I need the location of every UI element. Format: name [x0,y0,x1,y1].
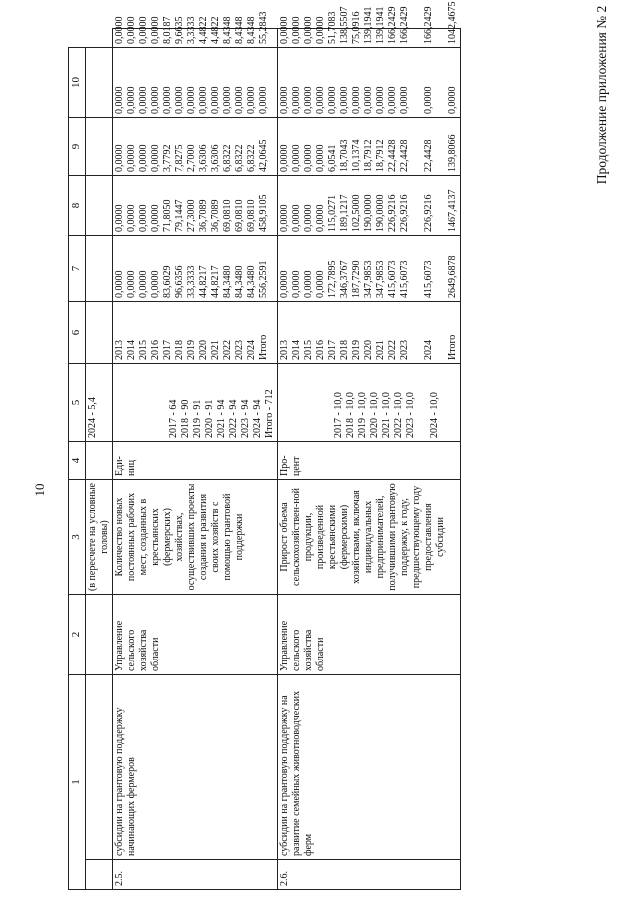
col6-values [113,236,278,302]
year-label: 2024 [423,340,434,360]
cell-value: 69,0810 [246,199,257,232]
cell-value: 27,3000 [186,199,197,232]
cell-value: 0,0000 [150,86,161,114]
cell-value: 0,0000 [114,144,125,172]
cell-value: 166,2429 [399,6,410,44]
cell-value: 0,0000 [222,86,233,114]
year-label: 2023 [399,340,410,360]
year-label: 2021 [210,340,221,360]
cell-value: 0,0000 [279,86,290,114]
col7-values [278,176,461,236]
cell-value: 84,3480 [222,265,233,298]
cell-value: 0,0000 [291,204,302,232]
cell-value: 69,0810 [234,199,245,232]
year-label: Итого [258,334,269,360]
col10-values [113,11,278,48]
cell-value: 0,0000 [186,86,197,114]
cell-value: 79,1447 [174,199,185,232]
cell-value: 0,0000 [114,270,125,298]
cell-value: 415,6073 [423,260,434,298]
row-name: субсидии на грантовую поддержку на развитие семейных животноводческих ферм [278,675,461,860]
period-value: 2023 - 10,0 [405,392,416,438]
cell-value: 0,0000 [399,86,410,114]
cell-value: 187,7290 [351,260,362,298]
cell-value: 226,9216 [423,194,434,232]
period-value: 2017 - 64 [168,399,179,438]
continuation-title: Продолжение приложения № 2 [594,5,609,185]
period-value: 2018 - 90 [180,399,191,438]
col8-values [278,118,461,176]
cell-value: 346,3767 [339,260,350,298]
cell-value: 0,0000 [114,16,125,44]
cell-value: 556,2591 [258,260,269,298]
cell-value: 0,0000 [315,86,326,114]
year-label: 2022 [387,340,398,360]
cell-value: 0,0000 [138,270,149,298]
cell-value: 139,8066 [447,134,458,172]
year-label: 2014 [126,340,137,360]
period-value: 2024 - 94 [252,399,263,438]
cell-value: 166,2429 [387,6,398,44]
cell-value: 96,6356 [174,265,185,298]
cell-value: 166,2429 [423,6,434,44]
cell-value: 0,0000 [138,144,149,172]
cell-value: 71,8050 [162,199,173,232]
cell-value: 18,7912 [363,139,374,172]
cell-value: 0,0000 [327,86,338,114]
cell-value: 139,1941 [375,6,386,44]
carryover-row [86,29,113,890]
header-row [69,29,86,890]
row-years [278,302,461,364]
row-periods [278,364,461,442]
cell-value: 0,0000 [387,86,398,114]
header-col-2: 2 [69,595,86,675]
row-unit: Еди-ниц [113,442,278,480]
year-label: 2017 [162,340,173,360]
year-label: 2018 [339,340,350,360]
rotated-table-area [68,1,595,890]
cell-value: 75,0916 [351,11,362,44]
cell-value: 415,6073 [387,260,398,298]
cell-value: 10,1374 [351,139,362,172]
page-number: 10 [32,483,47,497]
cell-value: 0,0000 [150,144,161,172]
header-col-10: 10 [69,48,86,118]
carryover-indicator: (в пересчете на условные головы) [86,480,113,595]
cell-value: 0,0000 [279,204,290,232]
cell-value: 0,0000 [303,270,314,298]
cell-value: 6,8322 [222,144,233,172]
cell-value: 458,9105 [258,194,269,232]
cell-value: 7,8275 [174,144,185,172]
cell-value: 6,8322 [246,144,257,172]
year-label: 2016 [150,340,161,360]
cell-value: 0,0000 [363,86,374,114]
cell-value: 0,0000 [303,144,314,172]
cell-value: 226,9216 [399,194,410,232]
cell-value: 0,0000 [351,86,362,114]
year-label: 2024 [246,340,257,360]
cell-value: 0,0000 [234,86,245,114]
cell-value: 0,0000 [138,204,149,232]
cell-value: 0,0000 [126,204,137,232]
cell-value: 0,0000 [447,86,458,114]
cell-value: 84,3480 [234,265,245,298]
cell-value: 22,4428 [399,139,410,172]
row-indicator: Количество новых постоянных рабочих мест, созданных в крестьянских (фермерских) хозяйствах, осуществивших проекты создания и развития своих хозяйств с помощью грантовой поддержки [113,480,278,595]
cell-value: 0,0000 [423,86,434,114]
cell-value: 55,2843 [258,11,269,44]
year-label: 2023 [234,340,245,360]
period-value: 2021 - 10,0 [381,392,392,438]
cell-value: 0,0000 [258,86,269,114]
year-label: 2020 [198,340,209,360]
row-name: субсидии на грантовую поддержку начинающих фермеров [113,675,278,860]
year-label: Итого [447,334,458,360]
year-label: 2019 [351,340,362,360]
cell-value: 4,4822 [210,16,221,44]
cell-value: 190,0000 [363,194,374,232]
cell-value: 1467,4137 [447,189,458,232]
cell-value: 36,7089 [198,199,209,232]
cell-value: 8,4348 [246,16,257,44]
cell-value: 0,0000 [126,86,137,114]
year-label: 2013 [114,340,125,360]
cell-value: 0,0000 [174,86,185,114]
row-number: 2.6. [278,860,461,890]
col9-values [113,48,278,118]
cell-value: 0,0000 [375,86,386,114]
cell-value: 0,0000 [291,270,302,298]
cell-value: 0,0000 [279,270,290,298]
cell-value: 18,7912 [375,139,386,172]
cell-value: 3,3333 [186,16,197,44]
cell-value: 36,7089 [210,199,221,232]
cell-value: 0,0000 [114,86,125,114]
header-col-9: 9 [69,118,86,176]
cell-value: 8,0187 [162,16,173,44]
cell-value: 3,6306 [198,144,209,172]
cell-value: 0,0000 [303,86,314,114]
header-col-8: 8 [69,176,86,236]
table-row [278,29,461,890]
col9-values [278,48,461,118]
period-value: 2021 - 94 [216,399,227,438]
carryover-period: 2024 - 5,4 [86,364,113,442]
cell-value: 44,8217 [198,265,209,298]
row-years [113,302,278,364]
cell-value: 0,0000 [150,204,161,232]
period-value: 2020 - 91 [204,399,215,438]
year-label: 2019 [186,340,197,360]
header-col-7: 7 [69,236,86,302]
year-label: 2018 [174,340,185,360]
cell-value: 2649,6878 [447,255,458,298]
cell-value: 0,0000 [291,16,302,44]
row-number: 2.5. [113,860,278,890]
period-value: 2018 - 10,0 [345,392,356,438]
year-label: 2022 [222,340,233,360]
cell-value: 83,6029 [162,265,173,298]
row-executor: Управление сельского хозяйства области [278,595,461,675]
cell-value: 0,0000 [291,144,302,172]
cell-value: 139,1941 [363,6,374,44]
period-value: Итого - 712 [264,389,275,438]
cell-value: 0,0000 [126,144,137,172]
table-row [113,29,278,890]
year-label: 2021 [375,340,386,360]
cell-value: 138,5507 [339,6,350,44]
cell-value: 415,6073 [399,260,410,298]
cell-value: 0,0000 [315,270,326,298]
cell-value: 226,9216 [387,194,398,232]
cell-value: 8,4348 [222,16,233,44]
cell-value: 2,7000 [186,144,197,172]
year-label: 2015 [303,340,314,360]
cell-value: 18,7043 [339,139,350,172]
row-indicator: Прирост объема сельскохозяйствен-ной продукции, произведенной крестьянскими (фермерскими) хозяйствами, включая индивидуальных предпринимателей, получившими грантовую поддержку, к году, предшествующему году предоставления субсидии [278,480,461,595]
cell-value: 115,0271 [327,194,338,232]
cell-value: 3,7792 [162,144,173,172]
cell-value: 0,0000 [138,86,149,114]
row-executor: Управление сельского хозяйства области [113,595,278,675]
cell-value: 0,0000 [303,204,314,232]
period-value: 2022 - 94 [228,399,239,438]
col6-values [278,236,461,302]
cell-value: 102,5000 [351,194,362,232]
cell-value: 84,3480 [246,265,257,298]
row-periods [113,364,278,442]
cell-value: 0,0000 [279,16,290,44]
cell-value: 51,7083 [327,11,338,44]
cell-value: 69,0810 [222,199,233,232]
year-label: 2017 [327,340,338,360]
cell-value: 6,8322 [234,144,245,172]
cell-value: 0,0000 [303,16,314,44]
header-col-4: 4 [69,442,86,480]
col10-values [278,1,461,48]
period-value: 2019 - 91 [192,399,203,438]
col8-values [113,118,278,176]
year-label: 2014 [291,340,302,360]
period-value: 2022 - 10,0 [393,392,404,438]
header-col-1: 1 [69,675,86,890]
cell-value: 22,4428 [423,139,434,172]
year-label: 2016 [315,340,326,360]
cell-value: 0,0000 [339,86,350,114]
year-label: 2020 [363,340,374,360]
cell-value: 22,4428 [387,139,398,172]
cell-value: 33,3333 [186,265,197,298]
cell-value: 44,8217 [210,265,221,298]
cell-value: 172,7895 [327,260,338,298]
cell-value: 0,0000 [138,16,149,44]
cell-value: 0,0000 [315,16,326,44]
cell-value: 0,0000 [315,204,326,232]
header-col-3: 3 [69,480,86,595]
cell-value: 0,0000 [279,144,290,172]
cell-value: 0,0000 [150,270,161,298]
cell-value: 0,0000 [150,16,161,44]
period-value: 2019 - 10,0 [357,392,368,438]
cell-value: 3,6306 [210,144,221,172]
cell-value: 1042,4675 [447,1,458,44]
cell-value: 8,4348 [234,16,245,44]
cell-value: 347,9853 [375,260,386,298]
cell-value: 0,0000 [126,16,137,44]
cell-value: 9,6635 [174,16,185,44]
header-col-6: 6 [69,302,86,364]
cell-value: 189,1217 [339,194,350,232]
year-label: 2015 [138,340,149,360]
header-col-5: 5 [69,364,86,442]
cell-value: 0,0000 [246,86,257,114]
program-table [68,1,461,890]
cell-value: 0,0000 [198,86,209,114]
cell-value: 0,0000 [291,86,302,114]
year-label: 2013 [279,340,290,360]
cell-value: 0,0000 [210,86,221,114]
period-value: 2017 - 10,0 [333,392,344,438]
cell-value: 6,0541 [327,144,338,172]
cell-value: 190,0000 [375,194,386,232]
row-unit: Про-цент [278,442,461,480]
cell-value: 0,0000 [126,270,137,298]
cell-value: 4,4822 [198,16,209,44]
period-value: 2024 - 10,0 [429,392,440,438]
cell-value: 0,0000 [315,144,326,172]
period-value: 2020 - 10,0 [369,392,380,438]
period-value: 2023 - 94 [240,399,251,438]
cell-value: 347,9853 [363,260,374,298]
cell-value: 0,0000 [162,86,173,114]
col7-values [113,176,278,236]
cell-value: 42,0645 [258,139,269,172]
cell-value: 0,0000 [114,204,125,232]
